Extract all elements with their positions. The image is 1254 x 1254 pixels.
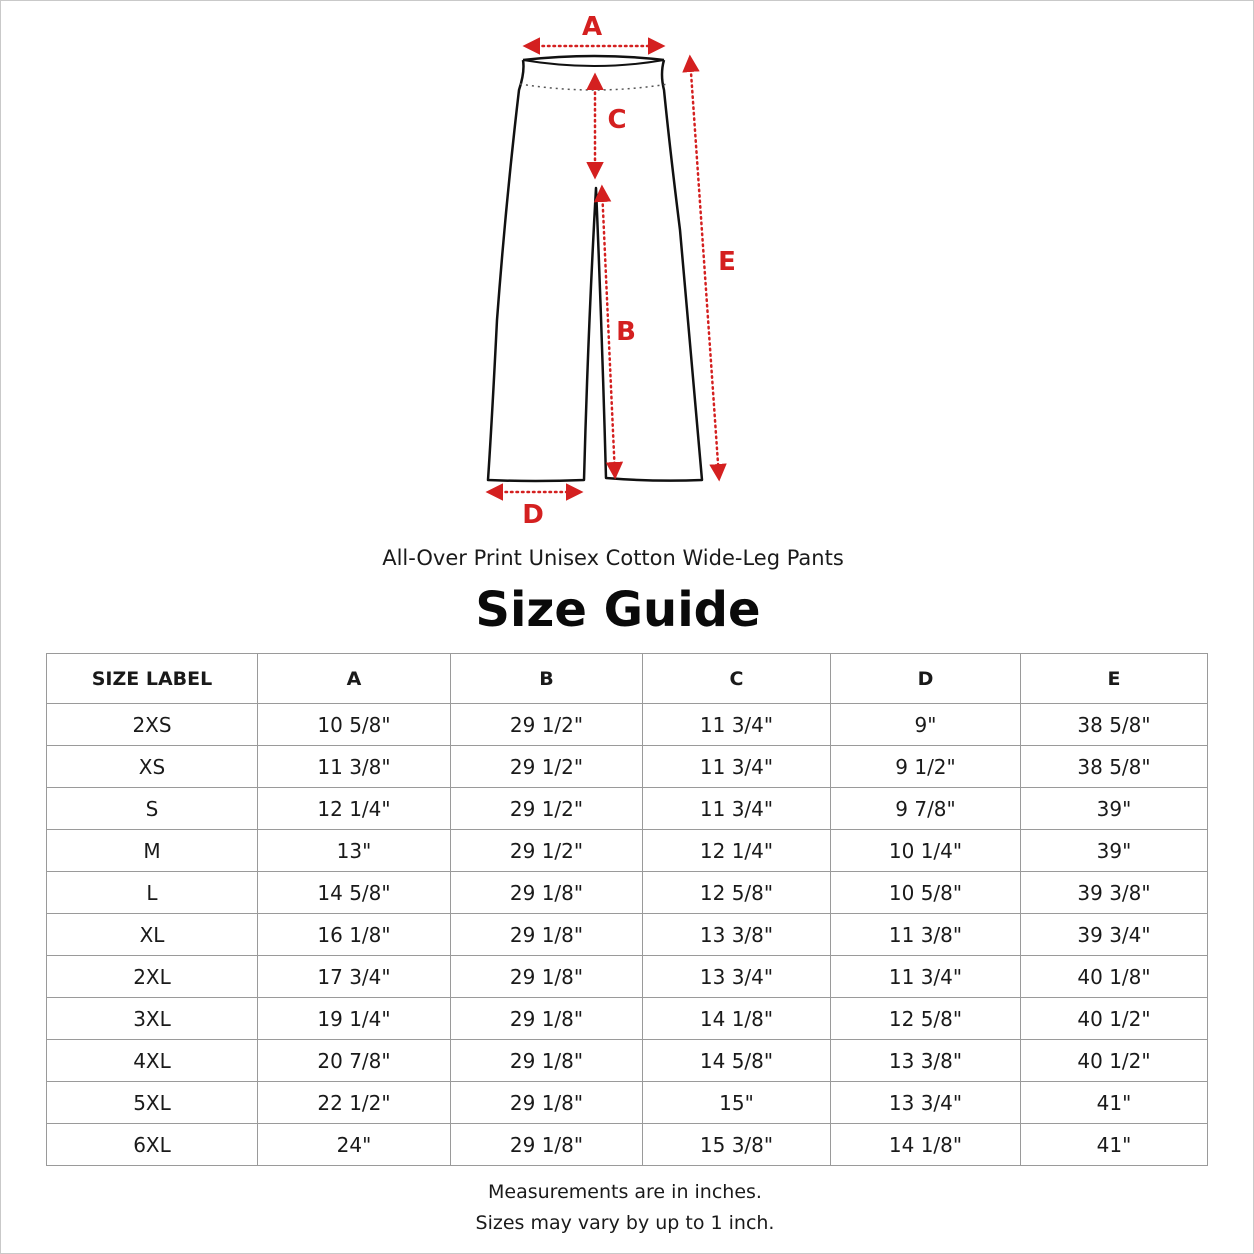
measurement-cell: 17 3/4" — [258, 956, 451, 998]
measurement-cell: 41" — [1021, 1082, 1208, 1124]
measurement-cell: 12 1/4" — [258, 788, 451, 830]
measurement-cell: 16 1/8" — [258, 914, 451, 956]
size-label-cell: 2XL — [47, 956, 258, 998]
size-label-cell: XL — [47, 914, 258, 956]
measurement-cell: 40 1/8" — [1021, 956, 1208, 998]
measurement-cell: 11 3/4" — [643, 746, 831, 788]
header-e: E — [1021, 654, 1208, 704]
header-a: A — [258, 654, 451, 704]
measurement-cell: 15" — [643, 1082, 831, 1124]
table-header-row — [47, 654, 1208, 704]
measurement-cell: 13" — [258, 830, 451, 872]
measurement-cell: 11 3/4" — [643, 704, 831, 746]
measurement-cell: 14 1/8" — [831, 1124, 1021, 1166]
measurement-cell: 12 5/8" — [831, 998, 1021, 1040]
measurement-cell: 11 3/4" — [643, 788, 831, 830]
measurement-cell: 19 1/4" — [258, 998, 451, 1040]
footnote-units: Measurements are in inches. — [488, 1181, 762, 1203]
measure-label-e: E — [718, 247, 736, 277]
table-row — [47, 1040, 1208, 1082]
measurement-cell: 13 3/4" — [831, 1082, 1021, 1124]
table-row — [47, 704, 1208, 746]
table-row — [47, 872, 1208, 914]
header-d: D — [831, 654, 1021, 704]
measurement-cell: 15 3/8" — [643, 1124, 831, 1166]
measurement-cell: 39" — [1021, 830, 1208, 872]
measurement-cell: 14 1/8" — [643, 998, 831, 1040]
size-table — [46, 653, 1208, 1166]
measurement-cell: 39 3/8" — [1021, 872, 1208, 914]
measurement-cell: 13 3/8" — [831, 1040, 1021, 1082]
measurement-cell: 29 1/2" — [451, 788, 643, 830]
measure-label-c: C — [607, 105, 627, 135]
measurement-cell: 29 1/8" — [451, 1082, 643, 1124]
size-label-cell: 5XL — [47, 1082, 258, 1124]
measurement-cell: 29 1/8" — [451, 914, 643, 956]
measurement-cell: 29 1/2" — [451, 704, 643, 746]
measurement-cell: 11 3/8" — [831, 914, 1021, 956]
measurement-cell: 29 1/8" — [451, 1040, 643, 1082]
measurement-cell: 24" — [258, 1124, 451, 1166]
measurement-cell: 12 5/8" — [643, 872, 831, 914]
measurement-cell: 39 3/4" — [1021, 914, 1208, 956]
measurement-cell: 11 3/8" — [258, 746, 451, 788]
size-label-cell: S — [47, 788, 258, 830]
size-label-cell: 4XL — [47, 1040, 258, 1082]
measurement-cell: 29 1/8" — [451, 1124, 643, 1166]
header-size-label: SIZE LABEL — [47, 654, 258, 704]
measurement-cell: 9 1/2" — [831, 746, 1021, 788]
measurement-cell: 40 1/2" — [1021, 998, 1208, 1040]
header-b: B — [451, 654, 643, 704]
table-row — [47, 1124, 1208, 1166]
size-label-cell: 2XS — [47, 704, 258, 746]
product-name: All-Over Print Unisex Cotton Wide-Leg Pants — [382, 546, 844, 570]
measurement-cell: 29 1/8" — [451, 872, 643, 914]
table-row — [47, 914, 1208, 956]
measurement-cell: 14 5/8" — [643, 1040, 831, 1082]
measurement-cell: 9" — [831, 704, 1021, 746]
measurement-cell: 12 1/4" — [643, 830, 831, 872]
measurement-cell: 41" — [1021, 1124, 1208, 1166]
measure-line-e — [690, 58, 719, 478]
measurement-cell: 10 5/8" — [258, 704, 451, 746]
measurement-cell: 29 1/8" — [451, 956, 643, 998]
measurement-cell: 22 1/2" — [258, 1082, 451, 1124]
measure-label-d: D — [522, 500, 544, 530]
table-row — [47, 1082, 1208, 1124]
table-row — [47, 746, 1208, 788]
measurement-cell: 13 3/4" — [643, 956, 831, 998]
measurement-cell: 20 7/8" — [258, 1040, 451, 1082]
size-label-cell: 3XL — [47, 998, 258, 1040]
measurement-cell: 39" — [1021, 788, 1208, 830]
measure-label-b: B — [616, 317, 636, 347]
size-label-cell: L — [47, 872, 258, 914]
table-row — [47, 956, 1208, 998]
measure-label-a: A — [581, 12, 603, 42]
size-label-cell: XS — [47, 746, 258, 788]
measurement-cell: 29 1/2" — [451, 746, 643, 788]
table-row — [47, 830, 1208, 872]
measurement-cell: 10 5/8" — [831, 872, 1021, 914]
measurement-cell: 9 7/8" — [831, 788, 1021, 830]
footnote-variance: Sizes may vary by up to 1 inch. — [475, 1212, 775, 1234]
size-label-cell: M — [47, 830, 258, 872]
measurement-cell: 29 1/8" — [451, 998, 643, 1040]
measurement-cell: 38 5/8" — [1021, 704, 1208, 746]
page-title: Size Guide — [475, 582, 761, 638]
table-row — [47, 788, 1208, 830]
measurement-cell: 14 5/8" — [258, 872, 451, 914]
header-c: C — [643, 654, 831, 704]
table-row — [47, 998, 1208, 1040]
measurement-cell: 38 5/8" — [1021, 746, 1208, 788]
size-label-cell: 6XL — [47, 1124, 258, 1166]
pants-measurement-diagram — [0, 0, 1254, 540]
measurement-cell: 10 1/4" — [831, 830, 1021, 872]
table-body — [47, 704, 1208, 1166]
measurement-cell: 13 3/8" — [643, 914, 831, 956]
measurement-cell: 40 1/2" — [1021, 1040, 1208, 1082]
measurement-cell: 11 3/4" — [831, 956, 1021, 998]
measurement-cell: 29 1/2" — [451, 830, 643, 872]
